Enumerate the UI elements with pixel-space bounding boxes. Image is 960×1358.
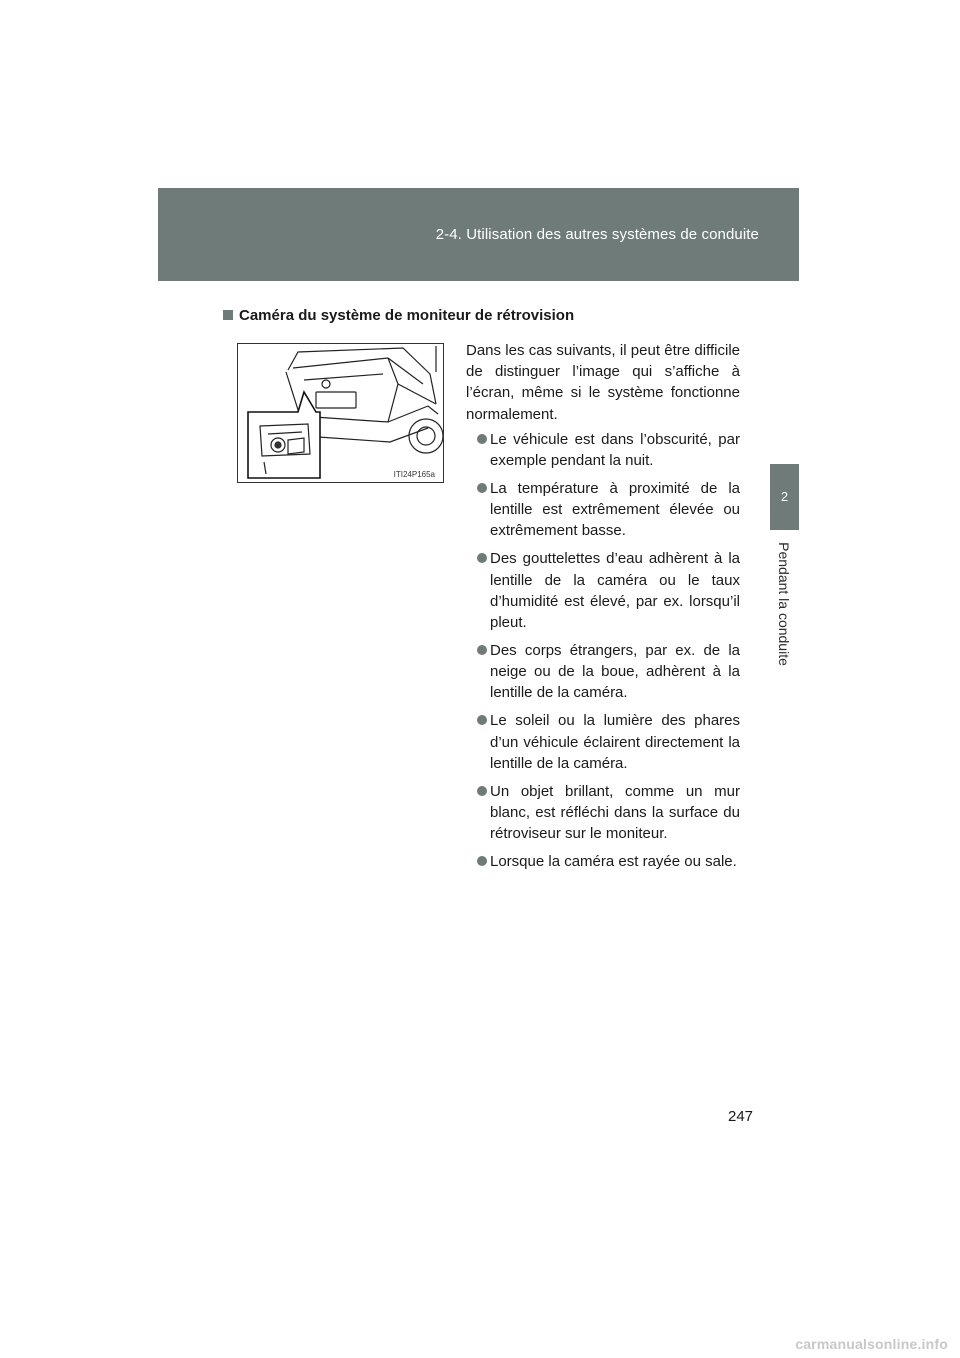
list-item	[466, 781, 740, 845]
bullet-dot-icon	[477, 553, 487, 563]
chapter-title: 2-4. Utilisation des autres systèmes de conduite	[435, 226, 759, 243]
body-text	[466, 340, 740, 879]
page-number: 247	[728, 1108, 754, 1125]
bullet-dot-icon	[477, 786, 487, 796]
watermark: carmanualsonline.info	[795, 1336, 948, 1352]
list-item	[466, 478, 740, 542]
camera-illustration	[237, 343, 444, 483]
list-item-text: Le soleil ou la lumière des phares d’un véhicule éclairent directement la lentille de la caméra.	[490, 712, 740, 772]
section-heading	[223, 307, 574, 324]
list-item	[466, 851, 740, 872]
list-item-text: Des corps étrangers, par ex. de la neige ou de la boue, adhèrent à la lentille de la caméra.	[490, 642, 740, 702]
bullet-dot-icon	[477, 645, 487, 655]
chapter-number: 2	[780, 489, 789, 504]
section-heading-text: Caméra du système de moniteur de rétrovision	[239, 307, 575, 324]
list-item	[466, 640, 740, 704]
bullet-dot-icon	[477, 715, 487, 725]
car-rear-camera-drawing	[238, 344, 443, 482]
list-item	[466, 429, 740, 471]
square-bullet-icon	[223, 310, 233, 320]
list-item-text: La température à proximité de la lentille est extrêmement élevée ou extrêmement basse.	[490, 480, 740, 540]
figure-code: ITI24P165a	[393, 470, 435, 479]
bullet-dot-icon	[477, 434, 487, 444]
list-item-text: Un objet brillant, comme un mur blanc, est réfléchi dans la surface du rétroviseur sur le moniteur.	[490, 782, 740, 843]
list-item-text: Le véhicule est dans l’obscurité, par exemple pendant la nuit.	[490, 430, 740, 470]
list-item	[466, 548, 740, 633]
list-item-text: Lorsque la caméra est rayée ou sale.	[490, 853, 737, 871]
bullet-dot-icon	[477, 856, 487, 866]
bullet-dot-icon	[477, 483, 487, 493]
intro-paragraph: Dans les cas suivants, il peut être difficile de distinguer l’image qui s’affiche à l’écran, même si le système fonctionne normalement.	[466, 342, 740, 423]
list-item	[466, 710, 740, 774]
list-item-text: Des gouttelettes d’eau adhèrent à la lentille de la caméra ou le taux d’humidité est élevé, par ex. lorsqu’il pleut.	[490, 550, 740, 632]
chapter-header-band	[158, 188, 799, 281]
chapter-side-label: Pendant la conduite	[776, 542, 792, 666]
chapter-side-tab	[770, 464, 799, 530]
